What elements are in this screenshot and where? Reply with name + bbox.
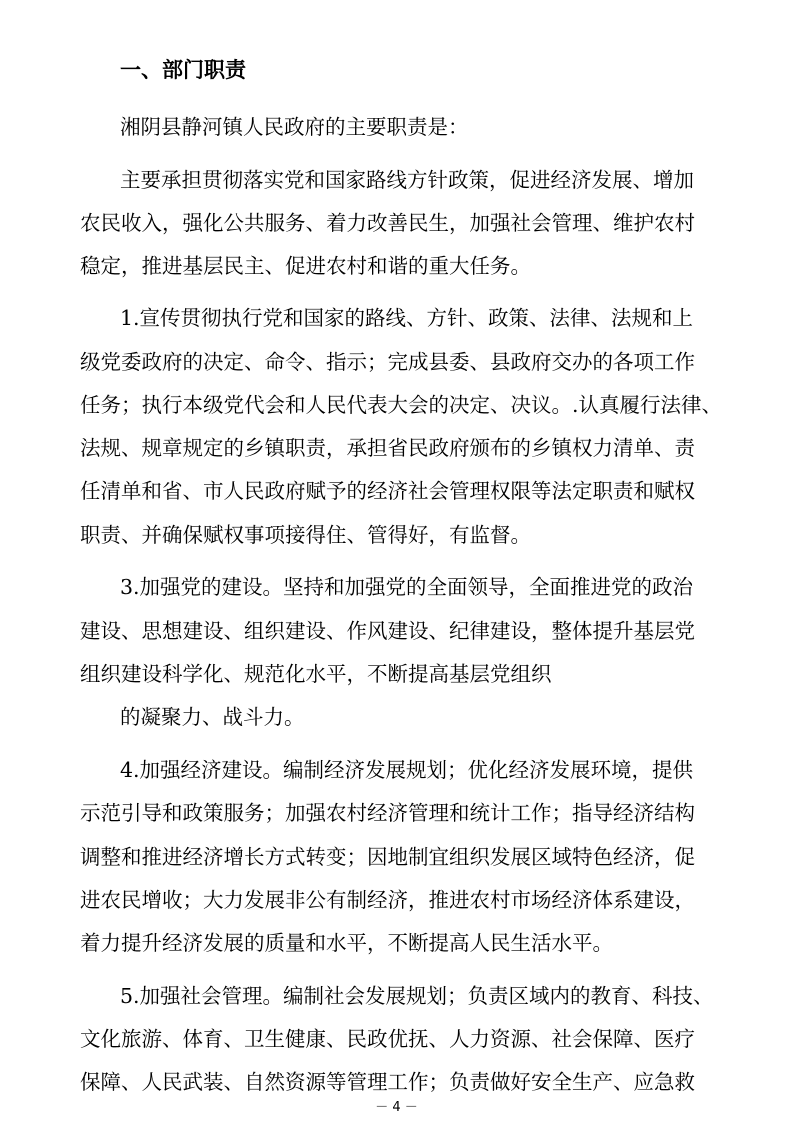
paragraph-line: 示范引导和政策服务；加强农村经济管理和统计工作；指导经济结构 bbox=[80, 801, 695, 825]
paragraph-line: 着力提升经济发展的质量和水平，不断提高人民生活水平。 bbox=[80, 931, 613, 955]
section-heading: 一、部门职责 bbox=[120, 58, 246, 82]
page-number: － 4 － bbox=[375, 1100, 418, 1115]
paragraph-line: 5.加强社会管理。编制社会发展规划；负责区域内的教育、科技、 bbox=[120, 984, 714, 1008]
paragraph-line: 的凝聚力、战斗力。 bbox=[120, 705, 305, 729]
paragraph-line: 调整和推进经济增长方式转变；因地制宜组织发展区域特色经济，促 bbox=[80, 845, 695, 869]
paragraph-line: 稳定，推进基层民主、促进农村和谐的重大任务。 bbox=[80, 254, 531, 278]
paragraph-line: 组织建设科学化、规范化水平，不断提高基层党组织 bbox=[80, 662, 552, 686]
paragraph-line: 建设、思想建设、组织建设、作风建设、纪律建设，整体提升基层党 bbox=[80, 619, 695, 643]
paragraph-line: 保障、人民武装、自然资源等管理工作；负责做好安全生产、应急救 bbox=[80, 1070, 695, 1094]
paragraph-line: 1.宣传贯彻执行党和国家的路线、方针、政策、法律、法规和上 bbox=[120, 306, 694, 330]
paragraph-line: 级党委政府的决定、命令、指示；完成县委、县政府交办的各项工作 bbox=[80, 350, 695, 374]
paragraph-line: 4.加强经济建设。编制经济发展规划；优化经济发展环境，提供 bbox=[120, 758, 694, 782]
paragraph-line: 湘阴县静河镇人民政府的主要职责是： bbox=[120, 115, 469, 139]
paragraph-line: 任务；执行本级党代会和人民代表大会的决定、决议。.认真履行法律、 bbox=[80, 393, 723, 417]
paragraph-line: 职责、并确保赋权事项接得住、管得好，有监督。 bbox=[80, 523, 531, 547]
paragraph-line: 农民收入，强化公共服务、着力改善民生，加强社会管理、维护农村 bbox=[80, 211, 695, 235]
paragraph-line: 3.加强党的建设。坚持和加强党的全面领导，全面推进党的政治 bbox=[120, 575, 694, 599]
paragraph-line: 法规、规章规定的乡镇职责，承担省民政府颁布的乡镇权力清单、责 bbox=[80, 436, 695, 460]
paragraph-line: 主要承担贯彻落实党和国家路线方针政策，促进经济发展、增加 bbox=[120, 168, 694, 192]
paragraph-line: 进农民增收；大力发展非公有制经济，推进农村市场经济体系建设， bbox=[80, 888, 695, 912]
paragraph-line: 文化旅游、体育、卫生健康、民政优抚、人力资源、社会保障、医疗 bbox=[80, 1027, 695, 1051]
paragraph-line: 任清单和省、市人民政府赋予的经济社会管理权限等法定职责和赋权 bbox=[80, 479, 695, 503]
